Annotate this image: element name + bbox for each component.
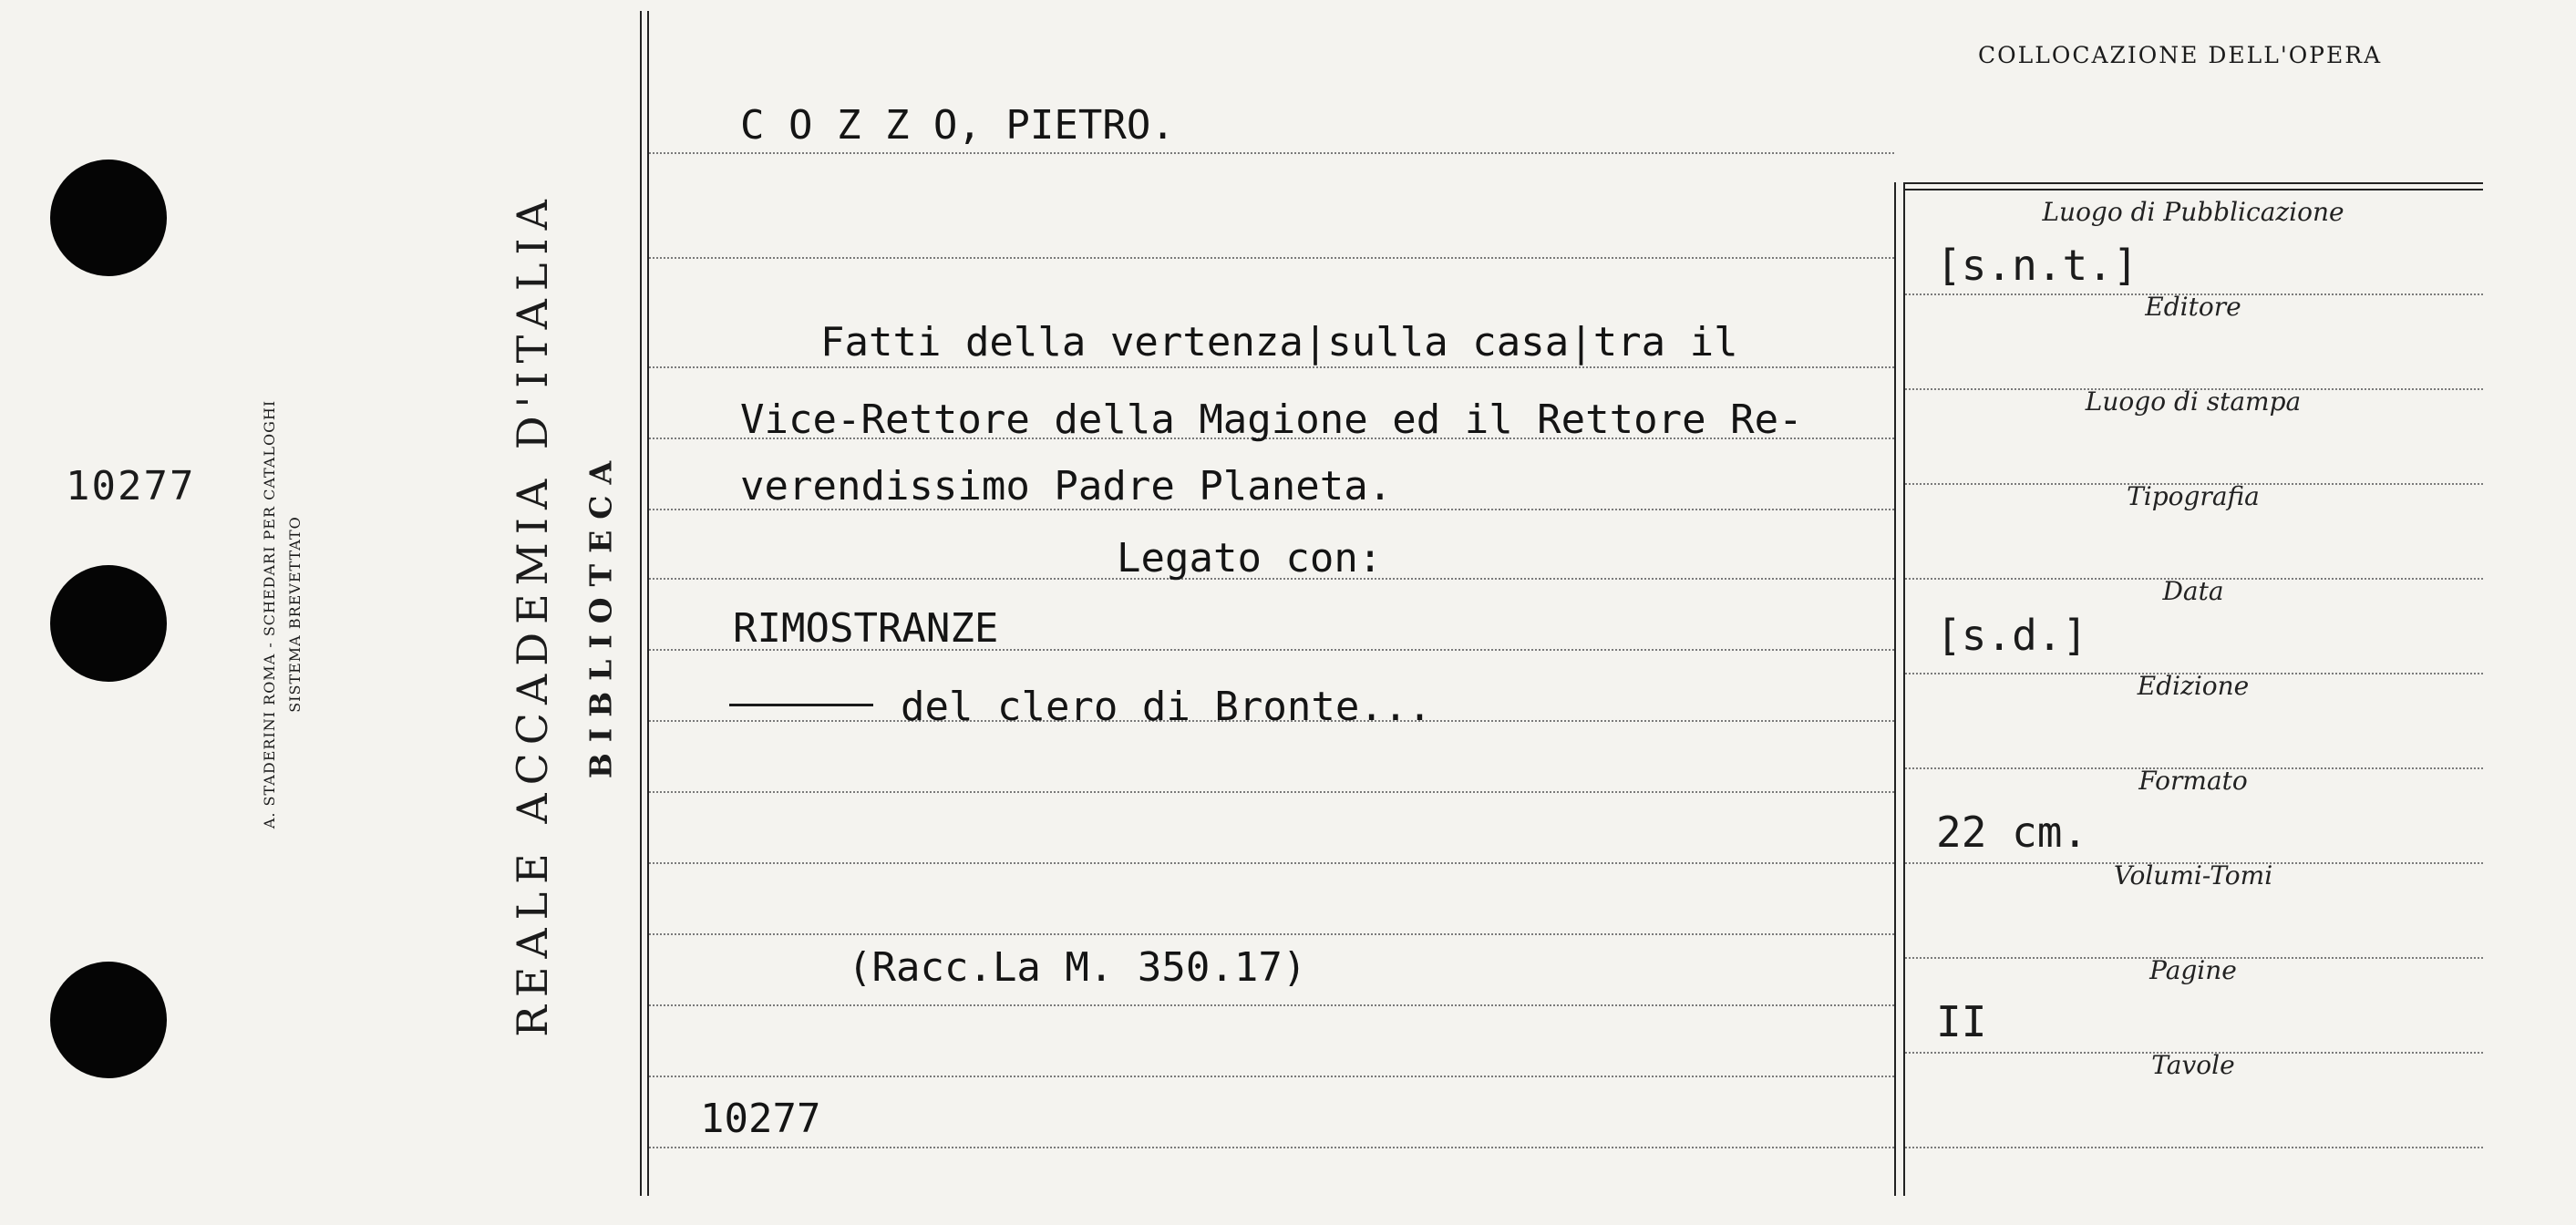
writing-line bbox=[649, 257, 1894, 259]
writing-line bbox=[649, 791, 1894, 793]
label-formato: Formato bbox=[2138, 766, 2248, 796]
punch-hole-middle bbox=[50, 565, 167, 682]
writing-line bbox=[649, 1004, 1894, 1006]
panel-top-double-rule bbox=[1903, 182, 2483, 190]
title-line-1: Fatti della vertenza|sulla casa|tra il bbox=[820, 319, 1738, 365]
printer-imprint bbox=[257, 332, 308, 897]
writing-line bbox=[649, 1076, 1894, 1077]
panel-line bbox=[1905, 1147, 2483, 1148]
value-pubblicazione: [s.n.t.] bbox=[1936, 241, 2138, 290]
label-volumi-tomi: Volumi-Tomi bbox=[2113, 860, 2273, 890]
writing-line bbox=[649, 152, 1894, 154]
library-name: BIBLIOTECA bbox=[582, 449, 619, 779]
punch-hole-top bbox=[50, 160, 167, 276]
label-editore: Editore bbox=[2145, 292, 2241, 322]
label-tavole: Tavole bbox=[2151, 1050, 2235, 1080]
printer-line-2: SISTEMA BREVETTATO bbox=[286, 516, 304, 713]
academy-name: REALE ACCADEMIA D'ITALIA bbox=[508, 191, 557, 1037]
writing-line bbox=[649, 933, 1894, 935]
writing-line bbox=[649, 1147, 1894, 1148]
left-double-rule-a bbox=[640, 11, 642, 1196]
value-formato: 22 cm. bbox=[1936, 808, 2088, 857]
writing-line bbox=[649, 862, 1894, 864]
value-pagine: II bbox=[1936, 997, 1987, 1046]
collection-reference: (Racc.La M. 350.17) bbox=[848, 944, 1307, 991]
bound-with-label: Legato con: bbox=[1117, 535, 1383, 582]
second-title-continuation: del clero di Bronte... bbox=[901, 684, 1432, 730]
label-luogo-stampa: Luogo di stampa bbox=[2085, 386, 2302, 417]
author-heading: C O Z Z O, PIETRO. bbox=[740, 102, 1175, 149]
second-title: RIMOSTRANZE bbox=[733, 605, 999, 652]
value-data: [s.d.] bbox=[1936, 611, 2088, 660]
label-luogo-pubblicazione: Luogo di Pubblicazione bbox=[2042, 197, 2344, 227]
writing-line bbox=[649, 366, 1894, 368]
left-double-rule-b bbox=[647, 11, 649, 1196]
title-line-2: Vice-Rettore della Magione ed il Rettore Re- bbox=[740, 396, 1803, 443]
panel-double-rule-a bbox=[1894, 182, 1896, 1196]
label-data: Data bbox=[2162, 576, 2224, 606]
label-pagine: Pagine bbox=[2149, 955, 2237, 985]
punch-hole-bottom bbox=[50, 962, 167, 1078]
inventory-number: 10277 bbox=[700, 1096, 821, 1142]
accession-number: 10277 bbox=[66, 463, 196, 510]
printer-line-1: A. STADERINI ROMA - SCHEDARI PER CATALOGHI bbox=[261, 399, 278, 829]
label-edizione: Edizione bbox=[2137, 671, 2250, 701]
title-line-3: verendissimo Padre Planeta. bbox=[740, 463, 1393, 510]
ditto-dash bbox=[729, 704, 873, 706]
collocazione-header: COLLOCAZIONE DELL'OPERA bbox=[1978, 42, 2383, 68]
label-tipografia: Tipografia bbox=[2127, 481, 2260, 511]
